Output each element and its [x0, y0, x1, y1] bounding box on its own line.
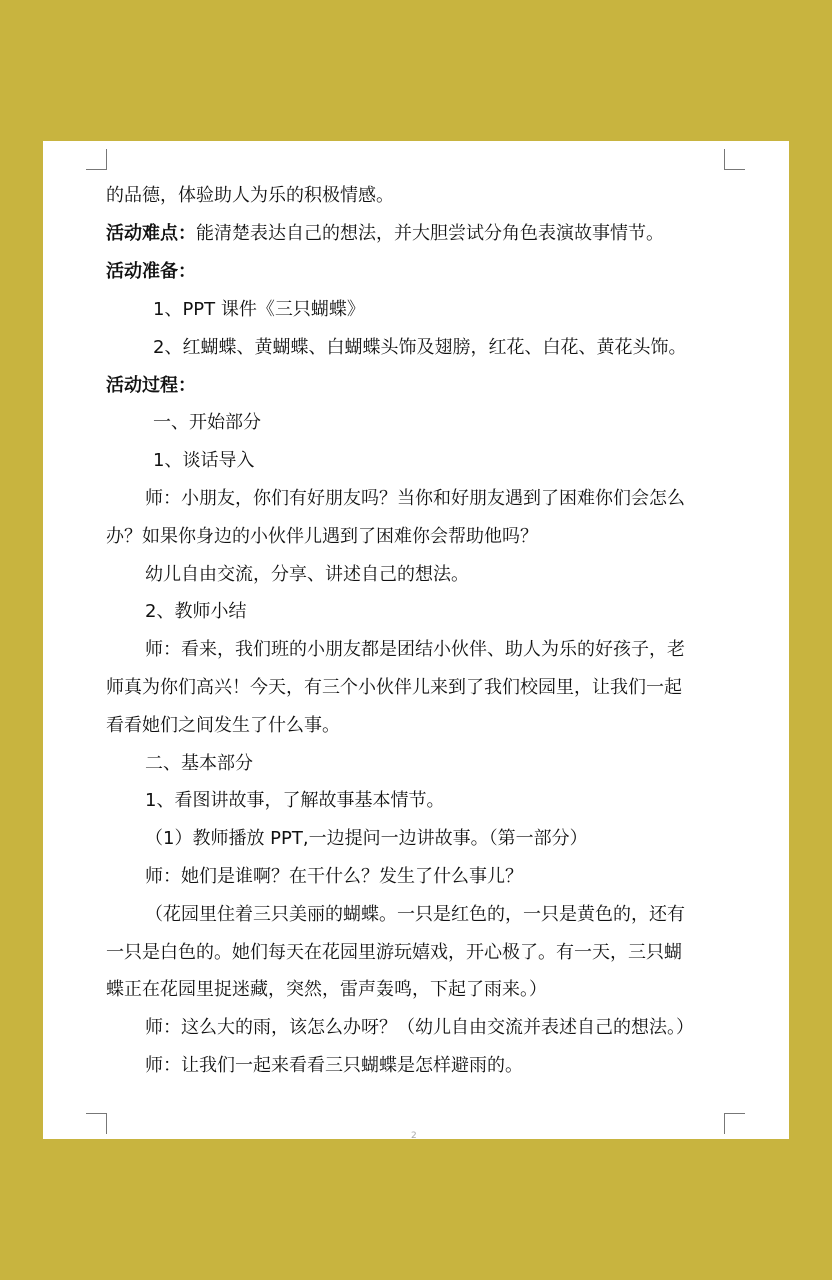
document-page	[43, 141, 789, 1139]
section-label-process: 活动过程：	[106, 375, 196, 396]
heading-part-one: 一、开始部分	[153, 412, 261, 433]
text-line: （花园里住着三只美丽的蝴蝶。一只是红色的，一只是黄色的，还有	[145, 904, 685, 925]
section-label-preparation: 活动准备：	[106, 261, 196, 282]
text-line: 师：她们是谁啊？在干什么？发生了什么事儿？	[145, 866, 523, 887]
difficulty-text: 能清楚表达自己的想法，并大胆尝试分角色表演故事情节。	[196, 223, 664, 244]
text-line: 师真为你们高兴！今天，有三个小伙伴儿来到了我们校园里，让我们一起	[106, 677, 682, 698]
text-line: 蝶正在花园里捉迷藏，突然，雷声轰鸣，下起了雨来。）	[106, 979, 547, 1000]
text-line: 看看她们之间发生了什么事。	[106, 715, 340, 736]
section-label-difficulty: 活动难点：	[106, 223, 196, 244]
text-line: 师：看来，我们班的小朋友都是团结小伙伴、助人为乐的好孩子，老	[145, 639, 685, 660]
page-corner-mark-top-right	[724, 149, 745, 170]
page-number: 2	[411, 1131, 417, 1141]
sub-heading: 2、教师小结	[145, 601, 247, 622]
text-line: 一只是白色的。她们每天在花园里游玩嬉戏，开心极了。有一天，三只蝴	[106, 942, 682, 963]
sub-heading: 1、谈话导入	[153, 450, 255, 471]
text-line: 师：让我们一起来看看三只蝴蝶是怎样避雨的。	[145, 1055, 523, 1076]
page-corner-mark-bottom-left	[86, 1113, 107, 1134]
difficulty-line	[106, 222, 664, 246]
page-corner-mark-bottom-right	[724, 1113, 745, 1134]
text-line: 幼儿自由交流，分享、讲述自己的想法。	[145, 564, 469, 585]
heading-part-two: 二、基本部分	[145, 753, 253, 774]
list-item: 1、PPT 课件《三只蝴蝶》	[153, 299, 365, 320]
text-line: （1）教师播放 PPT,一边提问一边讲故事。（第一部分）	[145, 828, 588, 849]
text-line: 的品德，体验助人为乐的积极情感。	[106, 185, 394, 206]
list-item: 2、红蝴蝶、黄蝴蝶、白蝴蝶头饰及翅膀，红花、白花、黄花头饰。	[153, 337, 687, 358]
text-line: 师：小朋友，你们有好朋友吗？当你和好朋友遇到了困难你们会怎么	[145, 488, 685, 509]
text-line: 师：这么大的雨，该怎么办呀？（幼儿自由交流并表述自己的想法。）	[145, 1017, 694, 1038]
text-line: 办？如果你身边的小伙伴儿遇到了困难你会帮助他吗？	[106, 526, 538, 547]
page-corner-mark-top-left	[86, 149, 107, 170]
sub-heading: 1、看图讲故事，了解故事基本情节。	[145, 790, 445, 811]
